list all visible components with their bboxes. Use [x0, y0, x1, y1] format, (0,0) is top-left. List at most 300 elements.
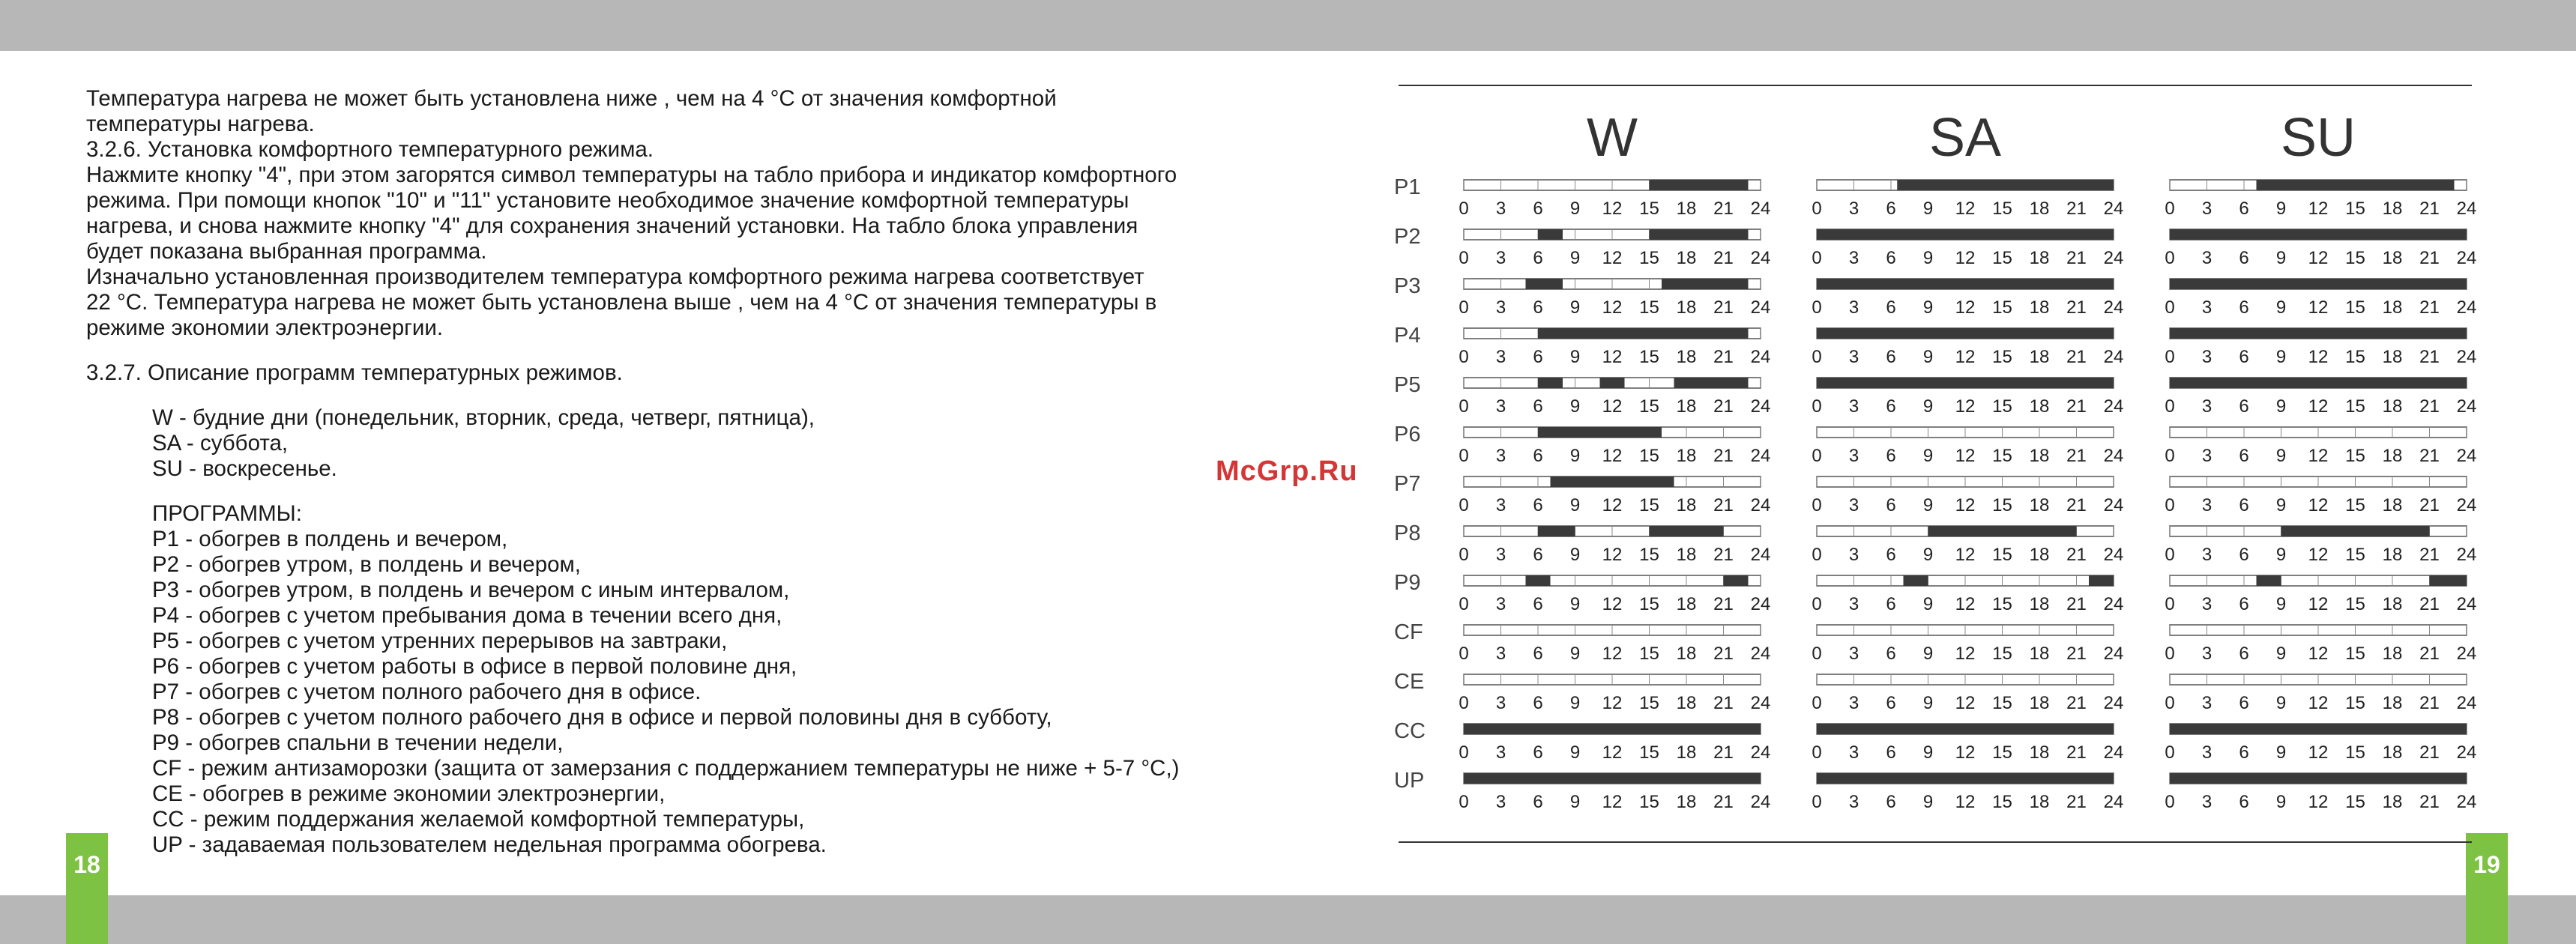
hour-tick-label: 3	[1848, 495, 1859, 515]
hour-tick-label: 6	[1886, 545, 1896, 565]
watermark: McGrp.Ru	[1216, 456, 1358, 487]
hour-tick-label: 0	[2165, 248, 2175, 268]
hour-tick-label: 6	[2239, 545, 2249, 565]
hour-tick-label: 18	[1676, 693, 1697, 713]
hour-tick-label: 24	[2103, 742, 2124, 763]
hour-tick-label: 0	[1812, 693, 1822, 713]
hour-tick-label: 6	[1886, 644, 1896, 664]
hour-tick-label: 0	[1459, 248, 1469, 268]
hour-tick-label: 24	[1750, 199, 1771, 219]
heating-period-bar	[1817, 724, 2114, 734]
hour-tick-label: 18	[1676, 297, 1697, 318]
hour-tick-label: 6	[1886, 396, 1896, 417]
hour-tick-label: 18	[2382, 545, 2403, 565]
hour-tick-label: 9	[1922, 396, 1934, 417]
text-line: W - будние дни (понедельник, вторник, среда, четверг, пятница),	[152, 405, 815, 430]
hour-tick-label: 0	[1459, 742, 1469, 763]
hour-tick-label: 0	[1812, 248, 1822, 268]
hour-tick-label: 12	[2308, 644, 2329, 664]
program-label-p8: P8	[1394, 521, 1421, 545]
hour-tick-label: 3	[1495, 644, 1506, 664]
hour-tick-label: 0	[1812, 446, 1822, 466]
hour-tick-label: 12	[1955, 545, 1976, 565]
text-line: P5 - обогрев с учетом утренних перерывов на завтраки,	[152, 629, 728, 653]
heating-period-bar	[1464, 773, 1761, 784]
text-line: P7 - обогрев с учетом полного рабочего дня в офисе.	[152, 680, 702, 704]
hour-tick-label: 0	[1812, 545, 1822, 565]
hour-tick-label: 12	[1955, 248, 1976, 268]
hour-tick-label: 15	[1639, 495, 1659, 515]
hour-tick-label: 12	[1955, 199, 1976, 219]
column-header-w: W	[1587, 108, 1638, 168]
hour-tick-label: 9	[1922, 248, 1934, 268]
hour-tick-label: 24	[1750, 594, 1771, 614]
hour-tick-label: 6	[1886, 792, 1896, 812]
text-line: P1 - обогрев в полдень и вечером,	[152, 527, 508, 551]
hour-tick-label: 24	[1750, 297, 1771, 318]
hour-tick-label: 18	[2382, 594, 2403, 614]
hour-tick-label: 15	[2345, 594, 2365, 614]
hour-tick-label: 0	[1812, 792, 1822, 812]
hour-tick-label: 6	[2239, 792, 2249, 812]
hour-tick-label: 15	[1639, 396, 1659, 417]
hour-tick-label: 21	[2419, 644, 2440, 664]
hour-tick-label: 9	[1569, 446, 1581, 466]
hour-tick-label: 24	[2103, 396, 2124, 417]
hour-tick-label: 18	[1676, 495, 1697, 515]
hour-tick-label: 18	[2029, 594, 2050, 614]
hour-tick-label: 18	[1676, 199, 1697, 219]
heating-period-bar	[1650, 229, 1749, 240]
text-line: нагрева, и снова нажмите кнопку "4" для сохранения значений установки. На табло блока управления	[86, 214, 1138, 238]
hour-tick-label: 21	[2419, 347, 2440, 367]
hour-tick-label: 24	[2456, 396, 2477, 417]
text-line: CF - режим антизаморозки (защита от замерзания с поддержанием температуры не ниже + 5-7 °С,)	[152, 756, 1180, 781]
heating-period-bar	[1817, 279, 2114, 289]
text-line: режиме экономии электроэнергии.	[86, 315, 444, 340]
heating-period-bar	[1724, 575, 1749, 586]
hour-tick-label: 21	[1713, 594, 1734, 614]
hour-tick-label: 21	[2066, 644, 2087, 664]
hour-tick-label: 15	[2345, 347, 2365, 367]
hour-tick-label: 0	[1459, 594, 1469, 614]
hour-tick-label: 15	[1639, 693, 1659, 713]
hour-tick-label: 6	[1886, 248, 1896, 268]
hour-tick-label: 21	[1713, 297, 1734, 318]
hour-tick-label: 18	[2382, 644, 2403, 664]
hour-tick-label: 15	[1992, 644, 2012, 664]
hour-tick-label: 9	[1569, 248, 1581, 268]
hour-tick-label: 24	[1750, 248, 1771, 268]
hour-tick-label: 0	[2165, 693, 2175, 713]
heating-period-bar	[1817, 378, 2114, 388]
hour-tick-label: 21	[1713, 792, 1734, 812]
hour-tick-label: 3	[1848, 297, 1859, 318]
text-line: SA - суббота,	[152, 431, 289, 456]
hour-tick-label: 3	[1495, 347, 1506, 367]
program-label-p1: P1	[1394, 175, 1421, 199]
hour-tick-label: 6	[1886, 297, 1896, 318]
heating-period-bar	[2170, 378, 2467, 388]
hour-tick-label: 21	[2066, 742, 2087, 763]
hour-tick-label: 21	[2066, 199, 2087, 219]
hour-tick-label: 18	[2029, 693, 2050, 713]
hour-tick-label: 15	[1639, 644, 1659, 664]
hour-tick-label: 15	[1992, 495, 2012, 515]
hour-tick-label: 6	[1533, 495, 1543, 515]
heating-period-bar	[1464, 724, 1761, 734]
hour-tick-label: 0	[2165, 594, 2175, 614]
hour-tick-label: 0	[1812, 594, 1822, 614]
hour-tick-label: 9	[1569, 297, 1581, 318]
hour-tick-label: 12	[2308, 446, 2329, 466]
hour-tick-label: 24	[2103, 495, 2124, 515]
hour-tick-label: 12	[1602, 792, 1623, 812]
hour-tick-label: 6	[2239, 347, 2249, 367]
hour-tick-label: 18	[2029, 644, 2050, 664]
hour-tick-label: 9	[2275, 446, 2287, 466]
hour-tick-label: 24	[2456, 594, 2477, 614]
hour-tick-label: 9	[1569, 644, 1581, 664]
hour-tick-label: 3	[1495, 693, 1506, 713]
text-line: ПРОГРАММЫ:	[152, 501, 302, 526]
hour-tick-label: 6	[2239, 199, 2249, 219]
heating-period-bar	[1538, 427, 1662, 438]
hour-tick-label: 12	[1602, 495, 1623, 515]
hour-tick-label: 6	[1886, 495, 1896, 515]
hour-tick-label: 9	[1569, 693, 1581, 713]
hour-tick-label: 24	[2103, 644, 2124, 664]
hour-tick-label: 0	[2165, 495, 2175, 515]
hour-tick-label: 12	[1602, 693, 1623, 713]
text-line: будет показана выбранная программа.	[86, 239, 487, 264]
heating-period-bar	[2170, 773, 2467, 784]
hour-tick-label: 21	[2066, 545, 2087, 565]
hour-tick-label: 3	[1848, 742, 1859, 763]
hour-tick-label: 0	[2165, 792, 2175, 812]
program-label-p2: P2	[1394, 225, 1421, 249]
text-line: CC - режим поддержания желаемой комфортной температуры,	[152, 807, 805, 832]
hour-tick-label: 24	[2456, 545, 2477, 565]
hour-tick-label: 3	[1495, 199, 1506, 219]
hour-tick-label: 3	[2201, 495, 2212, 515]
hour-tick-label: 0	[1459, 495, 1469, 515]
heating-period-bar	[2170, 229, 2467, 240]
page-number-left: 18	[66, 833, 108, 944]
hour-tick-label: 12	[1955, 693, 1976, 713]
hour-tick-label: 15	[1639, 446, 1659, 466]
hour-tick-label: 0	[1812, 742, 1822, 763]
hour-tick-label: 6	[1886, 347, 1896, 367]
text-line: UP - задаваемая пользователем недельная программа обогрева.	[152, 832, 827, 857]
text-line: 22 °С. Температура нагрева не может быть установлена выше , чем на 4 °С от значения температуры в	[86, 290, 1157, 315]
hour-tick-label: 9	[2275, 396, 2287, 417]
hour-tick-label: 21	[2066, 446, 2087, 466]
hour-tick-label: 9	[1922, 545, 1934, 565]
hour-tick-label: 0	[1812, 495, 1822, 515]
hour-tick-label: 21	[2419, 693, 2440, 713]
hour-tick-label: 21	[2066, 495, 2087, 515]
hour-tick-label: 21	[2066, 297, 2087, 318]
hour-tick-label: 24	[2103, 248, 2124, 268]
hour-tick-label: 21	[2419, 545, 2440, 565]
hour-tick-label: 18	[2382, 495, 2403, 515]
hour-tick-label: 15	[1639, 742, 1659, 763]
hour-tick-label: 24	[2456, 693, 2477, 713]
hour-tick-label: 0	[2165, 347, 2175, 367]
hour-tick-label: 9	[2275, 594, 2287, 614]
hour-tick-label: 21	[1713, 693, 1734, 713]
heating-period-bar	[2170, 279, 2467, 289]
heating-period-bar	[1928, 526, 2077, 536]
hour-tick-label: 0	[1459, 693, 1469, 713]
hour-tick-label: 6	[1533, 693, 1543, 713]
hour-tick-label: 15	[1992, 545, 2012, 565]
hour-tick-label: 12	[1602, 446, 1623, 466]
text-line: 3.2.7. Описание программ температурных режимов.	[86, 360, 623, 385]
hour-tick-label: 12	[2308, 248, 2329, 268]
hour-tick-label: 15	[1639, 347, 1659, 367]
hour-tick-label: 0	[1459, 644, 1469, 664]
hour-tick-label: 24	[2103, 545, 2124, 565]
hour-tick-label: 21	[2419, 248, 2440, 268]
text-line: температуры нагрева.	[86, 112, 315, 136]
hour-tick-label: 0	[1812, 347, 1822, 367]
hour-tick-label: 6	[1886, 742, 1896, 763]
page-number-right: 19	[2466, 833, 2508, 944]
hour-tick-label: 6	[2239, 594, 2249, 614]
hour-tick-label: 15	[2345, 644, 2365, 664]
hour-tick-label: 21	[2419, 396, 2440, 417]
hour-tick-label: 3	[1848, 248, 1859, 268]
hour-tick-label: 21	[2419, 199, 2440, 219]
text-line: CE - обогрев в режиме экономии электроэнергии,	[152, 781, 666, 806]
hour-tick-label: 18	[2029, 297, 2050, 318]
hour-tick-label: 21	[1713, 446, 1734, 466]
hour-tick-label: 3	[1495, 742, 1506, 763]
text-line: SU - воскресенье.	[152, 456, 337, 481]
program-label-cf: CF	[1394, 620, 1423, 644]
hour-tick-label: 12	[1602, 297, 1623, 318]
hour-tick-label: 6	[1533, 248, 1543, 268]
hour-tick-label: 6	[1533, 792, 1543, 812]
hour-tick-label: 6	[1533, 396, 1543, 417]
hour-tick-label: 0	[1459, 199, 1469, 219]
hour-tick-label: 12	[1602, 594, 1623, 614]
hour-tick-label: 6	[1533, 199, 1543, 219]
hour-tick-label: 24	[2456, 495, 2477, 515]
hour-tick-label: 9	[1922, 693, 1934, 713]
hour-tick-label: 24	[2103, 297, 2124, 318]
hour-tick-label: 12	[1955, 396, 1976, 417]
hour-tick-label: 9	[2275, 199, 2287, 219]
hour-tick-label: 24	[1750, 792, 1771, 812]
hour-tick-label: 21	[2419, 297, 2440, 318]
hour-tick-label: 24	[1750, 495, 1771, 515]
hour-tick-label: 6	[2239, 495, 2249, 515]
heating-period-bar	[1674, 378, 1749, 388]
hour-tick-label: 6	[1533, 742, 1543, 763]
hour-tick-label: 3	[1848, 594, 1859, 614]
heating-period-bar	[1538, 229, 1563, 240]
hour-tick-label: 12	[2308, 199, 2329, 219]
hour-tick-label: 21	[2419, 792, 2440, 812]
hour-tick-label: 15	[1992, 594, 2012, 614]
hour-tick-label: 24	[2103, 347, 2124, 367]
hour-tick-label: 24	[2456, 347, 2477, 367]
heating-period-bar	[1551, 476, 1674, 487]
text-line: P3 - обогрев утром, в полдень и вечером с иным интервалом,	[152, 578, 790, 602]
hour-tick-label: 18	[1676, 792, 1697, 812]
hour-tick-label: 9	[1922, 495, 1934, 515]
hour-tick-label: 12	[2308, 545, 2329, 565]
hour-tick-label: 9	[2275, 742, 2287, 763]
hour-tick-label: 18	[2029, 396, 2050, 417]
hour-tick-label: 3	[1495, 495, 1506, 515]
hour-tick-label: 6	[2239, 396, 2249, 417]
hour-tick-label: 12	[2308, 347, 2329, 367]
hour-tick-label: 24	[1750, 742, 1771, 763]
hour-tick-label: 18	[2382, 446, 2403, 466]
hour-tick-label: 3	[1848, 396, 1859, 417]
hour-tick-label: 18	[1676, 545, 1697, 565]
hour-tick-label: 3	[2201, 396, 2212, 417]
hour-tick-label: 15	[1992, 446, 2012, 466]
hour-tick-label: 21	[2066, 594, 2087, 614]
hour-tick-label: 12	[1955, 495, 1976, 515]
hour-tick-label: 12	[1955, 644, 1976, 664]
hour-tick-label: 18	[1676, 594, 1697, 614]
hour-tick-label: 6	[1533, 297, 1543, 318]
hour-tick-label: 15	[2345, 446, 2365, 466]
hour-tick-label: 21	[2419, 495, 2440, 515]
hour-tick-label: 3	[1848, 446, 1859, 466]
heating-period-bar	[1526, 575, 1551, 586]
hour-tick-label: 12	[1602, 742, 1623, 763]
heating-period-bar	[1817, 773, 2114, 784]
hour-tick-label: 9	[1922, 446, 1934, 466]
hour-tick-label: 9	[1922, 297, 1934, 318]
hour-tick-label: 3	[1848, 347, 1859, 367]
hour-tick-label: 0	[1812, 199, 1822, 219]
hour-tick-label: 0	[1812, 644, 1822, 664]
hour-tick-label: 21	[1713, 644, 1734, 664]
hour-tick-label: 0	[2165, 742, 2175, 763]
hour-tick-label: 15	[1992, 248, 2012, 268]
program-label-up: UP	[1394, 769, 1425, 793]
heating-period-bar	[1600, 378, 1625, 388]
hour-tick-label: 15	[1639, 545, 1659, 565]
hour-tick-label: 6	[1886, 693, 1896, 713]
hour-tick-label: 15	[2345, 297, 2365, 318]
heating-period-bar	[1538, 328, 1749, 339]
hour-tick-label: 24	[2456, 446, 2477, 466]
hour-tick-label: 15	[2345, 199, 2365, 219]
hour-tick-label: 21	[1713, 742, 1734, 763]
hour-tick-label: 12	[2308, 693, 2329, 713]
hour-tick-label: 18	[2382, 742, 2403, 763]
hour-tick-label: 0	[2165, 199, 2175, 219]
hour-tick-label: 9	[2275, 347, 2287, 367]
text-line: Нажмите кнопку "4", при этом загорятся символ температуры на табло прибора и индикатор комфортного	[86, 163, 1177, 187]
hour-tick-label: 3	[2201, 248, 2212, 268]
hour-tick-label: 15	[2345, 495, 2365, 515]
hour-tick-label: 18	[1676, 446, 1697, 466]
hour-tick-label: 6	[1533, 446, 1543, 466]
hour-tick-label: 15	[1992, 792, 2012, 812]
hour-tick-label: 12	[2308, 792, 2329, 812]
hour-tick-label: 21	[1713, 495, 1734, 515]
hour-tick-label: 24	[2456, 199, 2477, 219]
hour-tick-label: 9	[1569, 199, 1581, 219]
heating-period-bar	[1538, 378, 1563, 388]
hour-tick-label: 0	[1812, 297, 1822, 318]
hour-tick-label: 6	[1533, 594, 1543, 614]
hour-tick-label: 12	[2308, 495, 2329, 515]
hour-tick-label: 24	[2456, 792, 2477, 812]
hour-tick-label: 12	[1955, 792, 1976, 812]
hour-tick-label: 9	[1569, 792, 1581, 812]
hour-tick-label: 6	[2239, 446, 2249, 466]
hour-tick-label: 18	[2029, 199, 2050, 219]
hour-tick-label: 15	[1992, 347, 2012, 367]
text-line: P8 - обогрев с учетом полного рабочего дня в офисе и первой половины дня в субботу,	[152, 705, 1052, 730]
hour-tick-label: 6	[1533, 644, 1543, 664]
program-label-cc: CC	[1394, 719, 1426, 743]
hour-tick-label: 3	[2201, 693, 2212, 713]
program-label-p6: P6	[1394, 423, 1421, 447]
column-header-sa: SA	[1928, 108, 2002, 168]
hour-tick-label: 15	[2345, 742, 2365, 763]
hour-tick-label: 15	[2345, 248, 2365, 268]
hour-tick-label: 18	[2382, 693, 2403, 713]
hour-tick-label: 24	[1750, 396, 1771, 417]
hour-tick-label: 6	[1886, 446, 1896, 466]
heating-period-bar	[1650, 180, 1749, 190]
hour-tick-label: 18	[1676, 742, 1697, 763]
hour-tick-label: 3	[1495, 297, 1506, 318]
heating-period-bar	[2257, 180, 2455, 190]
hour-tick-label: 15	[1639, 248, 1659, 268]
hour-tick-label: 3	[1848, 644, 1859, 664]
heating-period-bar	[2170, 724, 2467, 734]
hour-tick-label: 24	[2103, 446, 2124, 466]
hour-tick-label: 9	[1922, 594, 1934, 614]
hour-tick-label: 15	[1992, 396, 2012, 417]
heating-period-bar	[1904, 575, 1928, 586]
hour-tick-label: 21	[2066, 792, 2087, 812]
hour-tick-label: 9	[2275, 545, 2287, 565]
hour-tick-label: 21	[1713, 396, 1734, 417]
hour-tick-label: 3	[1495, 545, 1506, 565]
hour-tick-label: 6	[2239, 248, 2249, 268]
text-line: Температура нагрева не может быть установлена ниже , чем на 4 °С от значения комфортной	[86, 86, 1057, 111]
hour-tick-label: 15	[1639, 199, 1659, 219]
text-line: режима. При помощи кнопок "10" и "11" установите необходимое значение комфортной температуры	[86, 188, 1129, 213]
hour-tick-label: 18	[1676, 248, 1697, 268]
hour-tick-label: 18	[2382, 199, 2403, 219]
hour-tick-label: 12	[1602, 347, 1623, 367]
hour-tick-label: 3	[1495, 446, 1506, 466]
hour-tick-label: 21	[2419, 446, 2440, 466]
heating-period-bar	[1662, 279, 1749, 289]
hour-tick-label: 6	[2239, 297, 2249, 318]
hour-tick-label: 21	[1713, 545, 1734, 565]
hour-tick-label: 0	[1812, 396, 1822, 417]
hour-tick-label: 3	[2201, 446, 2212, 466]
hour-tick-label: 9	[2275, 297, 2287, 318]
hour-tick-label: 24	[1750, 693, 1771, 713]
